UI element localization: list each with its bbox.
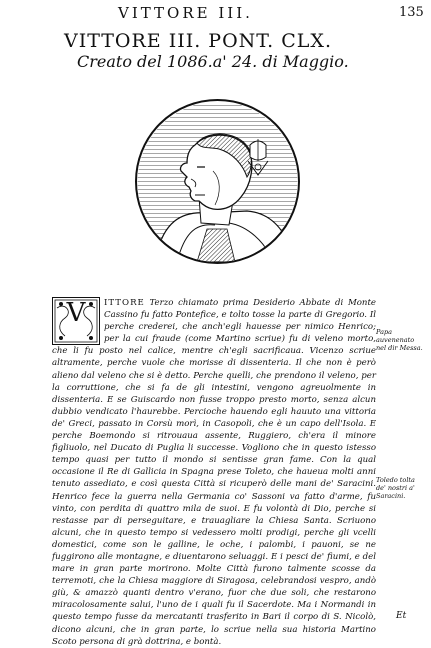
chapter-subtitle: Creato del 1086.a' 24. di Maggio. <box>77 52 349 71</box>
body-text <box>52 297 376 648</box>
running-head-title: VITTORE III. <box>118 4 253 22</box>
body-paragraph: Terzo chiamato prima Desiderio Abbate di Monte Cassino fu fatto Pontefice, e tolto tosse la parte di Gregorio. Il perche crederei, che anch'egli hauesse per nimico Henrico; per la cui fraude (come Martino scriue) fu di veleno morto, che li fu posto nel calice, mentre ch'egli sacrificaua. Vicenzo scriue altramente, perche vuole che morisse di dissenteria. Il che non è però alieno dal veleno che si è detto. Perche quelli, che prendono il veleno, per la corruttione, che si fa de gli intestini, vengono agreuolmente in dissenteria. E se Guiscardo non fusse troppo presto morto, senza alcun dubbio vendicato l'haurebbe. Percioche hauendo egli hauuto una vittoria de' Greci, passato in Corsù morì, in Casopoli, che è un capo dell'Isola. E perche Boemondo si ritrouaua assente, Ruggiero, ch'era il minore figliuolo, nel Ducato di Puglia li successe. Vogliono che in questo istesso tempo quasi per tutto il mondo si sentisse gran fame. Con la qual occasione il Re di Gallicia in Spagna prese Toleto, che haueua molti anni tenuto assediato, e così questa Città si ricuperò delle mani de' Saracini. Henrico fece la guerra nella Germania co' Sassoni va fatto d'arme, fu vinto, con perdita di quattro mila de suoi. E fu volontà di Dio, perche si restasse par di perseguitare, e trauagliare la Chiesa Santa. Scriuono alcuni, che in questo tempo si vedessero molti prodigi, perche gli vcelli domestici, come son le galline, le oche, i palombi, i pauoni, se ne fuggirono alle montagne, e diuentarono seluaggi. E i pesci de' fiumi, e del mare in gran parte morirono. Molte Città furono talmente scosse da terremoti, che la Chiesa maggiore di Siragosa, celebrandosi vespro, andò giù, & amazzò quanti dentro v'erano, fuor che due soli, che restarono miracolosamente salui, l'uno de i quali fu il Sacerdote. Ma i Normandi in questo tempo fusse da mercatanti trasferito in Bari il corpo di S. Nicolò, dicono alcuni, che in gran parte, lo scriue nella sua historia Martino Scoto persona di grà dottrina, e bontà. <box>52 298 376 647</box>
margin-note: Toledo tolta de' nostri a' Saracini. <box>376 476 415 500</box>
body-lead-word: ITTORE <box>104 298 145 308</box>
chapter-title: VITTORE III. PONT. CLX. <box>64 30 332 52</box>
papal-insignia-icon <box>244 137 272 177</box>
catchword: Et <box>396 611 407 621</box>
running-head <box>0 4 431 22</box>
decorated-initial <box>52 297 100 345</box>
pope-portrait-image <box>137 101 298 262</box>
dropcap-letter: V <box>66 298 86 328</box>
page-number: 135 <box>399 5 424 20</box>
portrait-medallion <box>135 99 300 264</box>
margin-note: Papa auvenenato nel dir Messa. <box>376 328 423 352</box>
